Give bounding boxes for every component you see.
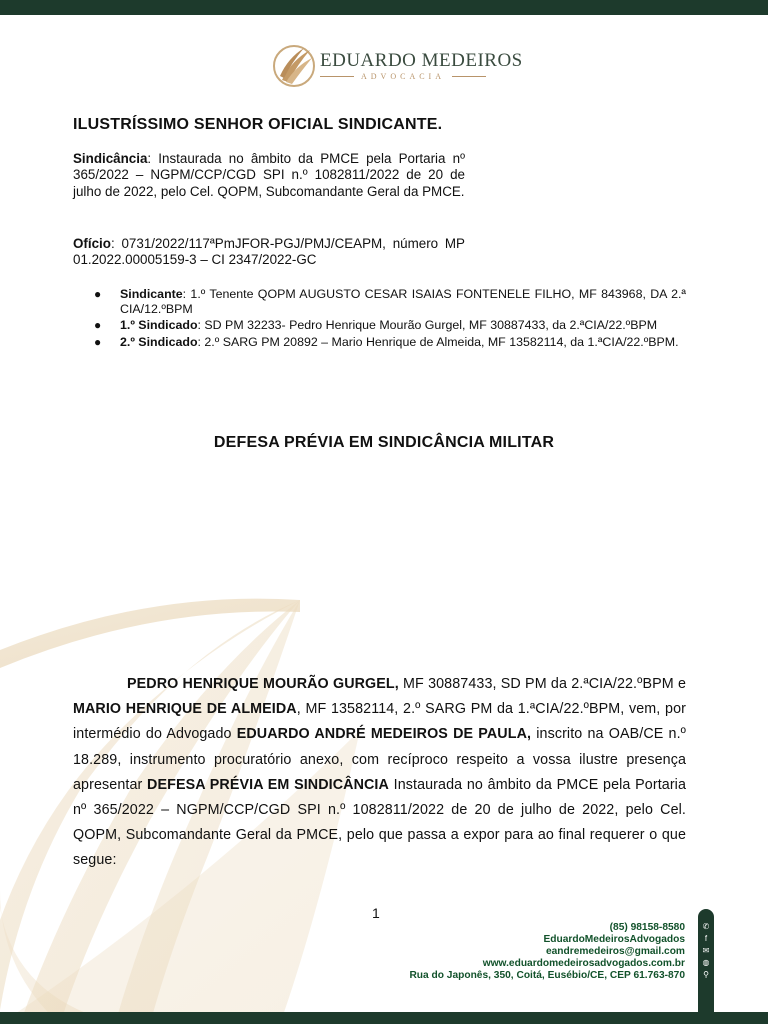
sindicancia-paragraph (73, 151, 465, 200)
body-text-3: inscrito na OAB/CE n.º 18.289, instrumento procuratório anexo, com recíproco respeito a vossa ilustre presença apresentar (73, 726, 686, 793)
body-paragraph (73, 672, 686, 874)
party-label: 1.º Sindicado (120, 318, 198, 333)
contact-phone: (85) 98158-8580 (609, 922, 685, 933)
contact-icon-bar (698, 909, 714, 1012)
location-pin-icon: ⚲ (703, 970, 709, 979)
bottom-border-bar (0, 1012, 768, 1024)
page-number: 1 (372, 905, 380, 921)
top-border-bar (0, 0, 768, 15)
bullet-icon: ● (94, 287, 102, 301)
contact-block (409, 922, 685, 982)
feather-swoosh-icon (272, 42, 316, 90)
oficio-text: : 0731/2022/117ªPmJFOR-PGJ/PMJ/CEAPM, número MP 01.2022.00005159-3 – CI 2347/2022-GC (73, 236, 465, 268)
body-text-2: , MF 13582114, 2.º SARG PM da 1.ªCIA/22.ºBPM, vem, por intermédio do Advogado (73, 701, 686, 743)
list-item (94, 287, 686, 317)
list-item (94, 318, 686, 333)
logo-name: EDUARDO MEDEIROS (320, 50, 523, 71)
contact-email: eandremedeiros@gmail.com (545, 945, 685, 957)
body-name-1: PEDRO HENRIQUE MOURÃO GURGEL, (127, 676, 399, 692)
body-name-2: MARIO HENRIQUE DE ALMEIDA (73, 701, 297, 718)
bullet-icon: ● (94, 318, 102, 333)
logo-rule-right (452, 76, 486, 77)
party-text: : SD PM 32233- Pedro Henrique Mourão Gurgel, MF 30887433, da 2.ªCIA/22.ºBPM (197, 318, 658, 333)
body-lawyer: EDUARDO ANDRÉ MEDEIROS DE PAULA, (236, 726, 532, 743)
party-text: : 1.º Tenente QOPM AUGUSTO CESAR ISAIAS FONTENELE FILHO, MF 843968, DA 2.ª CIA/12.ºBPM (120, 287, 686, 317)
oficio-label: Ofício (73, 236, 111, 251)
phone-icon: ✆ (702, 922, 710, 931)
contact-address: Rua do Japonês, 350, Coitá, Eusébio/CE, CEP 61.763-870 (409, 969, 685, 981)
logo-subtitle: ADVOCACIA (361, 72, 445, 81)
globe-icon: ◍ (702, 958, 710, 967)
party-text: : 2.º SARG PM 20892 – Mario Henrique de Almeida, MF 13582114, da 1.ªCIA/22.ºBPM. (197, 334, 679, 349)
body-defesa: DEFESA PRÉVIA EM SINDICÂNCIA (147, 776, 389, 793)
firm-logo (272, 42, 523, 90)
bullet-icon: ● (94, 334, 102, 349)
sindicancia-label: Sindicância (73, 151, 148, 166)
document-title: DEFESA PRÉVIA EM SINDICÂNCIA MILITAR (213, 434, 555, 451)
facebook-icon: f (704, 934, 708, 943)
party-label: Sindicante (120, 287, 183, 301)
oficio-paragraph (73, 236, 465, 269)
party-label: 2.º Sindicado (120, 334, 198, 349)
mail-icon: ✉ (702, 946, 710, 955)
body-text-1: MF 30887433, SD PM da 2.ªCIA/22.ºBPM e (398, 676, 686, 692)
list-item (94, 335, 686, 350)
sindicancia-text: : Instaurada no âmbito da PMCE pela Portaria nº 365/2022 – NGPM/CCP/CGD SPI n.º 1082811/2022 de 20 de julho de 2022, pelo Cel. QOPM, Subcomandante Geral da PMCE. (73, 151, 465, 199)
contact-website: www.eduardomedeirosadvogados.com.br (482, 957, 685, 969)
addressee-heading: ILUSTRÍSSIMO SENHOR OFICIAL SINDICANTE. (73, 116, 443, 133)
body-text-4: Instaurada no âmbito da PMCE pela Portaria nº 365/2022 – NGPM/CCP/CGD SPI n.º 1082811/2022 de 20 de julho de 2022, pelo Cel. QOPM, Subcomandante Geral da PMCE, pelo que passa a expor para ao final requerer o que segue: (73, 776, 687, 869)
contact-facebook: EduardoMedeirosAdvogados (543, 933, 685, 945)
parties-list (94, 287, 686, 351)
